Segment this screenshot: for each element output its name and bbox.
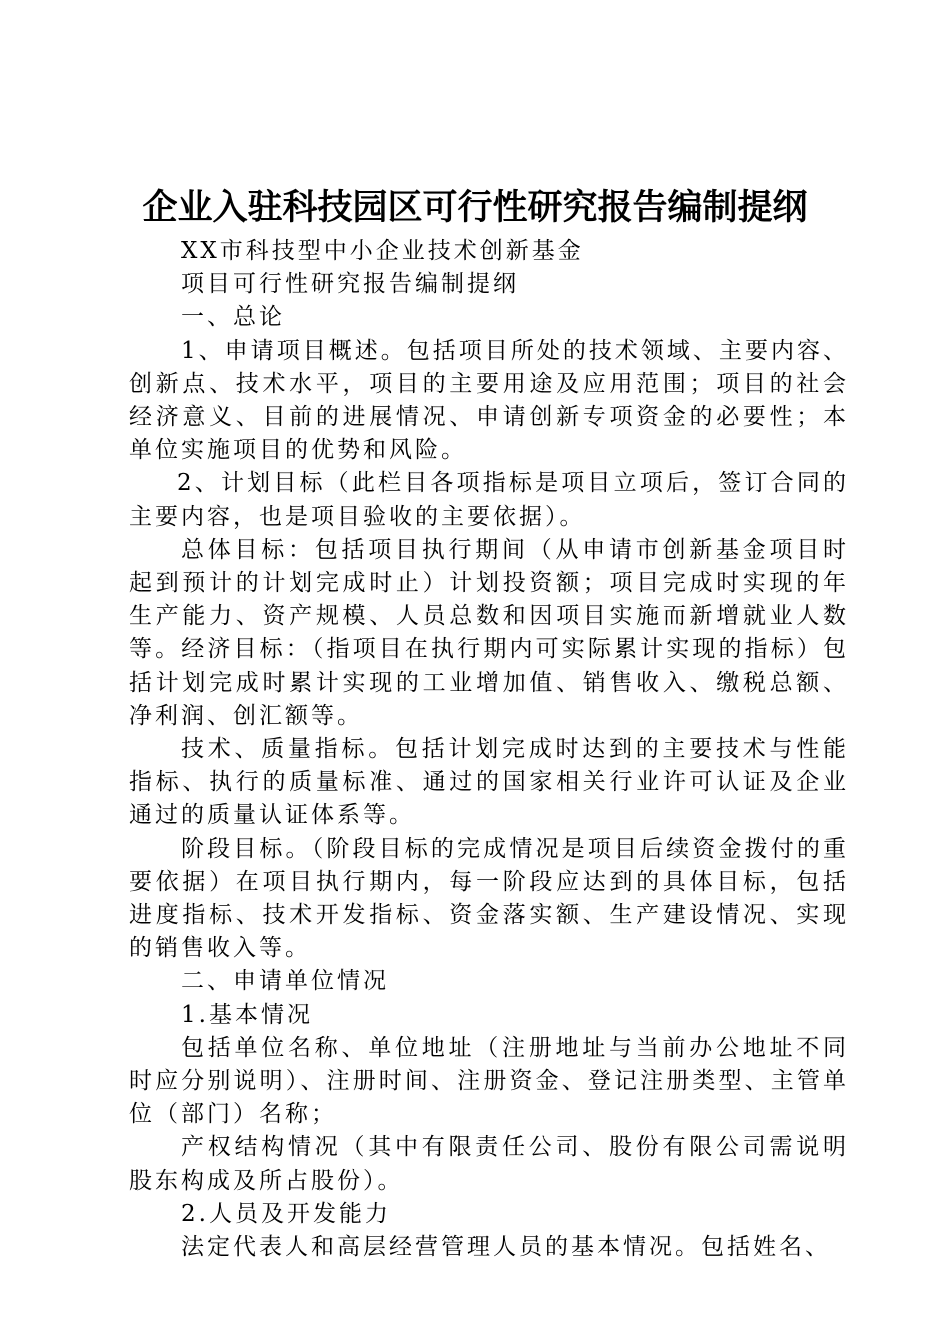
section-heading-general: 一、总论	[181, 304, 285, 331]
paragraph-plan-targets: 2、计划目标（此栏目各项指标是项目立项后，签订合同的主要内容，也是项目验收的主要依据）。	[129, 470, 849, 530]
paragraph-basic-info: 包括单位名称、单位地址（注册地址与当前办公地址不同时应分别说明）、注册时间、注册资金、登记注册类型、主管单位（部门）名称；	[129, 1034, 849, 1128]
document-title: 企业入驻科技园区可行性研究报告编制提纲	[142, 187, 808, 228]
paragraph-legal-representative: 法定代表人和高层经营管理人员的基本情况。包括姓名、	[181, 1234, 831, 1261]
subheading-basic-info: 1.基本情况	[181, 1001, 313, 1028]
paragraph-ownership: 产权结构情况（其中有限责任公司、股份有限公司需说明股东构成及所占股份）。	[129, 1134, 849, 1194]
paragraph-stage-targets: 阶段目标。（阶段目标的完成情况是项目后续资金拨付的重要依据）在项目执行期内，每一阶段应达到的具体目标，包括进度指标、技术开发指标、资金落实额、生产建设情况、实现的销售收入等。	[129, 835, 849, 962]
paragraph-project-overview: 1、申请项目概述。包括项目所处的技术领域、主要内容、创新点、技术水平，项目的主要用途及应用范围；项目的社会经济意义、目前的进展情况、申请创新专项资金的必要性；本单位实施项目的优势和风险。	[129, 337, 849, 464]
subheading-personnel: 2.人员及开发能力	[181, 1200, 391, 1227]
paragraph-fund-name: XX市科技型中小企业技术创新基金	[181, 238, 584, 264]
paragraph-outline-name: 项目可行性研究报告编制提纲	[181, 271, 519, 298]
paragraph-overall-targets: 总体目标：包括项目执行期间（从申请市创新基金项目时起到预计的计划完成时止）计划投资额；项目完成时实现的年生产能力、资产规模、人员总数和因项目实施而新增就业人数等。经济目标：（指项目在执行期内可实际累计实现的指标）包括计划完成时累计实现的工业增加值、销售收入、缴税总额、净利润、创汇额等。	[129, 536, 849, 729]
section-heading-applicant: 二、申请单位情况	[181, 968, 389, 995]
document-body	[129, 235, 849, 1264]
paragraph-quality-indicators: 技术、质量指标。包括计划完成时达到的主要技术与性能指标、执行的质量标准、通过的国家相关行业许可认证及企业通过的质量认证体系等。	[129, 736, 849, 829]
